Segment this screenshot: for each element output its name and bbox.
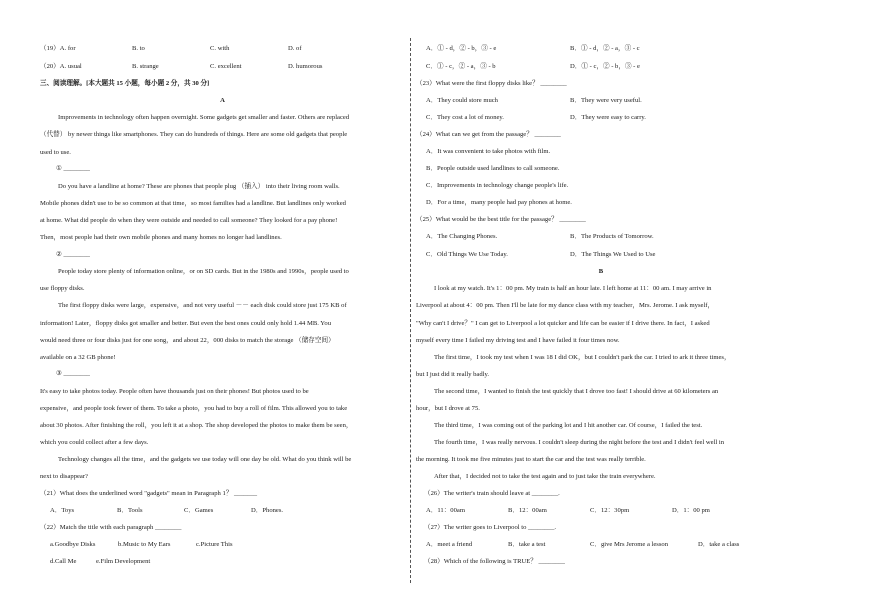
right-column (416, 41, 786, 571)
blank-2: ② ________ (56, 250, 90, 258)
option: （20）A. usual (40, 62, 82, 70)
paragraph-1: Do you have a landline at home? These are phones that people plug （插入） into their living room walls. Mobile phones didn't use to be so common at that time，so most families had a landline. But landlines only worked at home. What did people do when they were outside and needed to call someone? They looked for a pay phone! Then，most people had their own mobile phones and many homes no longer had landlines. (40, 182, 346, 242)
option: C. with (210, 45, 230, 53)
option: B．Tools (117, 506, 143, 514)
question-23: （23）What were the first floppy disks like？ ________ (416, 79, 567, 87)
passage-b-paragraph-3: The second time，I wanted to finish the test quickly that I drove too fast! I should drive at 60 kilometers an hour，but I drove at 75. (416, 387, 719, 412)
option: （19）A. for (40, 45, 76, 53)
question-25: （25）What would be the best title for the passage？ ________ (416, 216, 586, 224)
left-column (40, 41, 405, 571)
option: D. of (288, 45, 302, 53)
passage-b-paragraph-1: I look at my watch. It's 1：00 pm. My train is half an hour late. I left home at 11：00 am. I may arrive in Liverpool at about 4：00 pm. Then I'll be late for my dance class with my teacher，Mrs. Jerome. I ask myself， "Why can't I drive？" I can get to Liverpool a lot quicker and life can be easier if I drive there. In fact，I asked myself every time I failed my driving test and I have failed it four times now. (416, 285, 715, 344)
question-26-options (416, 503, 786, 520)
option: C．Improvements in technology change people's life. (426, 182, 569, 190)
option: B．They were very useful. (570, 96, 642, 104)
question-19-options (40, 41, 405, 58)
intro-paragraph: Improvements in technology often happen overnight. Some gadgets get smaller and faster. Others are replaced （代替） by newer things like smartphones. They can do hundreds of things. Here are some old gadgets that people used to use. (40, 114, 350, 156)
column-divider (410, 38, 411, 583)
question-20-options (40, 58, 405, 75)
option: A．It was convenient to take photos with film. (426, 147, 551, 155)
option: B．① - d，② - a，③ - c (570, 45, 640, 53)
option: D．For a time，many people had pay phones at home. (426, 199, 572, 207)
option: C．Old Things We Use Today. (426, 250, 508, 258)
option: c.Picture This (196, 541, 233, 549)
section-heading: 三、阅读理解。[本大题共 15 小题，每小题 2 分，共 30 分] (40, 79, 210, 87)
option: D．take a class (698, 541, 740, 549)
question-21-options (40, 503, 405, 520)
blank-1: ① ________ (56, 165, 90, 173)
question-27-options (416, 537, 786, 554)
option: A．11：00am (426, 506, 465, 514)
option: B. strange (132, 62, 159, 70)
question-25-options-2 (416, 246, 786, 263)
option: D．① - c，② - b，③ - e (570, 62, 640, 70)
option: b.Music to My Ears (118, 541, 171, 549)
option: B．The Products of Tomorrow. (570, 233, 654, 241)
option: B. to (132, 45, 145, 53)
option: D．The Things We Used to Use (570, 250, 656, 258)
passage-b-paragraph-5: The fourth time，I was really nervous. I couldn't sleep during the night before the test and I didn't feel well in the morning. It took me five minutes just to start the car and the test was really terrible. (416, 439, 725, 464)
option: C．12：30pm (590, 506, 630, 514)
option: A．They could store much (426, 96, 498, 104)
option: C．give Mrs Jerome a lesson (590, 541, 669, 549)
question-22-options-a (40, 537, 405, 554)
option: D．They were easy to carry. (570, 113, 646, 121)
option: A．The Changing Phones. (426, 233, 498, 241)
paragraph-2: People today store plenty of information online，or on SD cards. But in the 1980s and 1990s，people used to use floppy disks. The first floppy disks were large，expensive，and not very useful －－ each disk could store just 175 KB of information! Later，floppy disks got smaller and better. But even the best ones could only hold 1.44 MB. You would need three or four disks just for one song，and about 22，000 disks to match the storage （储存空间） available on a 32 GB phone! (40, 268, 349, 361)
question-22-choices-1 (416, 41, 786, 58)
option: A．① - d，② - b，③ - e (426, 45, 497, 53)
question-22: （22）Match the title with each paragraph ________ (40, 524, 182, 532)
option: C．① - c，② - a，③ - b (426, 62, 496, 70)
option: B．12：00am (508, 506, 547, 514)
option: C．They cost a lot of money. (426, 113, 504, 121)
passage-b-paragraph-6: After that，I decided not to take the test again and to just take the train everywhere. (434, 473, 656, 481)
option: C．Games (184, 506, 214, 514)
option: d.Call Me (50, 558, 77, 566)
option: D．1：00 pm (672, 506, 710, 514)
option: C. excellent (210, 62, 242, 70)
option: A．meet a friend (426, 541, 473, 549)
question-23-options-2 (416, 109, 786, 126)
passage-b-title: B (598, 267, 604, 275)
option: A．Toys (50, 506, 75, 514)
paragraph-4: Technology changes all the time，and the gadgets we use today will one day be old. What do you think will be next to disappear? (40, 456, 352, 481)
option: e.Film Development (96, 558, 151, 566)
question-22-options-b (40, 554, 405, 571)
question-27: （27）The writer goes to Liverpool to ________. (424, 524, 557, 532)
question-28: （28）Which of the following is TRUE？ ________ (424, 558, 565, 566)
blank-3: ③ ________ (56, 370, 90, 378)
question-26: （26）The writer's train should leave at ________. (424, 489, 560, 497)
question-25-options-1 (416, 229, 786, 246)
passage-b-paragraph-4: The third time，I was coming out of the parking lot and I hit another car. Of course，I failed the test. (434, 422, 703, 430)
question-23-options-1 (416, 92, 786, 109)
question-24: （24）What can we get from the passage？ ________ (416, 130, 561, 138)
option: a.Goodbye Disks (50, 541, 96, 549)
option: D．Phones. (251, 506, 284, 514)
paragraph-3: It's easy to take photos today. People often have thousands just on their phones! But photos used to be expensive，and people took fewer of them. To take a photo，you had to buy a roll of film. This allowed you to take about 30 photos. After finishing the roll，you left it at a shop. The shop developed the photos to make them be seen， which you could collect after a few days. (40, 387, 353, 447)
option: D. humorous (288, 62, 323, 70)
question-22-choices-2 (416, 58, 786, 75)
option: B．take a test (508, 541, 546, 549)
passage-a-title: A (220, 96, 225, 104)
passage-b-paragraph-2: The first time，I took my test when I was 18 I did OK，but I couldn't park the car. I tried to ark it three times， but I just did it really badly. (416, 353, 731, 378)
question-21: （21）What does the underlined word "gadgets" mean in Paragraph 1？ _______ (40, 489, 258, 497)
option: B．People outside used landlines to call someone. (426, 165, 560, 173)
